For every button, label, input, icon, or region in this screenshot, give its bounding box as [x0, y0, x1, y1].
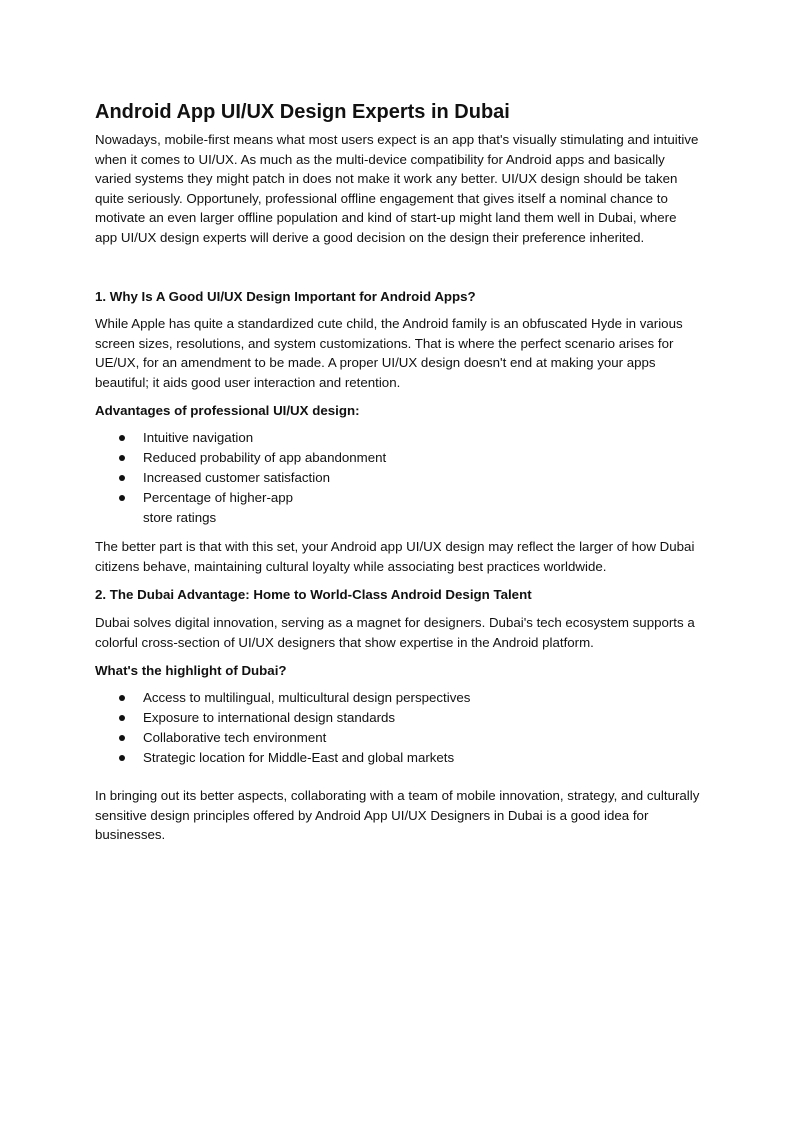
list-item: Access to multilingual, multicultural design perspectives	[143, 688, 663, 708]
section-1-closing: The better part is that with this set, your Android app UI/UX design may reflect the larger of how Dubai citizens behave, maintaining cultural loyalty while associating best practices worldwide.	[95, 539, 695, 574]
list-item: Strategic location for Middle-East and global markets	[143, 748, 663, 768]
spacer	[95, 247, 700, 287]
section-2-heading: 2. The Dubai Advantage: Home to World-Class Android Design Talent	[95, 587, 532, 602]
document-page	[95, 98, 700, 845]
section-2-body: Dubai solves digital innovation, serving as a magnet for designers. Dubai's tech ecosystem supports a colorful cross-section of UI/UX designers that show expertise in the Android platform.	[95, 615, 695, 650]
section-1-subheading: Advantages of professional UI/UX design:	[95, 403, 360, 418]
advantages-list	[95, 428, 700, 528]
list-item: Collaborative tech environment	[143, 728, 663, 748]
section-1-body: While Apple has quite a standardized cute child, the Android family is an obfuscated Hyde in various screen sizes, resolutions, and system customizations. That is where the perfect scenario arises for UE/UX, for an amendment to be made. A proper UI/UX design doesn't end at making your apps beautiful; it aids good user interaction and retention.	[95, 316, 683, 390]
list-item: Percentage of higher-app store ratings	[143, 488, 313, 528]
section-2-subheading: What's the highlight of Dubai?	[95, 663, 287, 678]
highlights-list	[95, 688, 700, 768]
intro-paragraph: Nowadays, mobile-first means what most users expect is an app that's visually stimulating and intuitive when it comes to UI/UX. As much as the multi-device compatibility for Android apps and basically varied systems they might patch in does not make it work any better. UI/UX design should be taken quite seriously. Opportunely, professional offline engagement that gives itself a nominal chance to motivate an even larger offline population and kind of start-up might land them well in Dubai, where app UI/UX design experts will derive a good decision on the design their preference inherited.	[95, 132, 699, 245]
page-title: Android App UI/UX Design Experts in Dubai	[95, 101, 510, 123]
section-1-heading: 1. Why Is A Good UI/UX Design Important for Android Apps?	[95, 289, 476, 304]
list-item: Exposure to international design standards	[143, 708, 663, 728]
list-item: Increased customer satisfaction	[143, 468, 663, 488]
conclusion-paragraph: In bringing out its better aspects, collaborating with a team of mobile innovation, strategy, and culturally sensitive design principles offered by Android App UI/UX Designers in Dubai is a good idea for businesses.	[95, 788, 700, 842]
list-item: Intuitive navigation	[143, 428, 313, 448]
list-item: Reduced probability of app abandonment	[143, 448, 663, 468]
